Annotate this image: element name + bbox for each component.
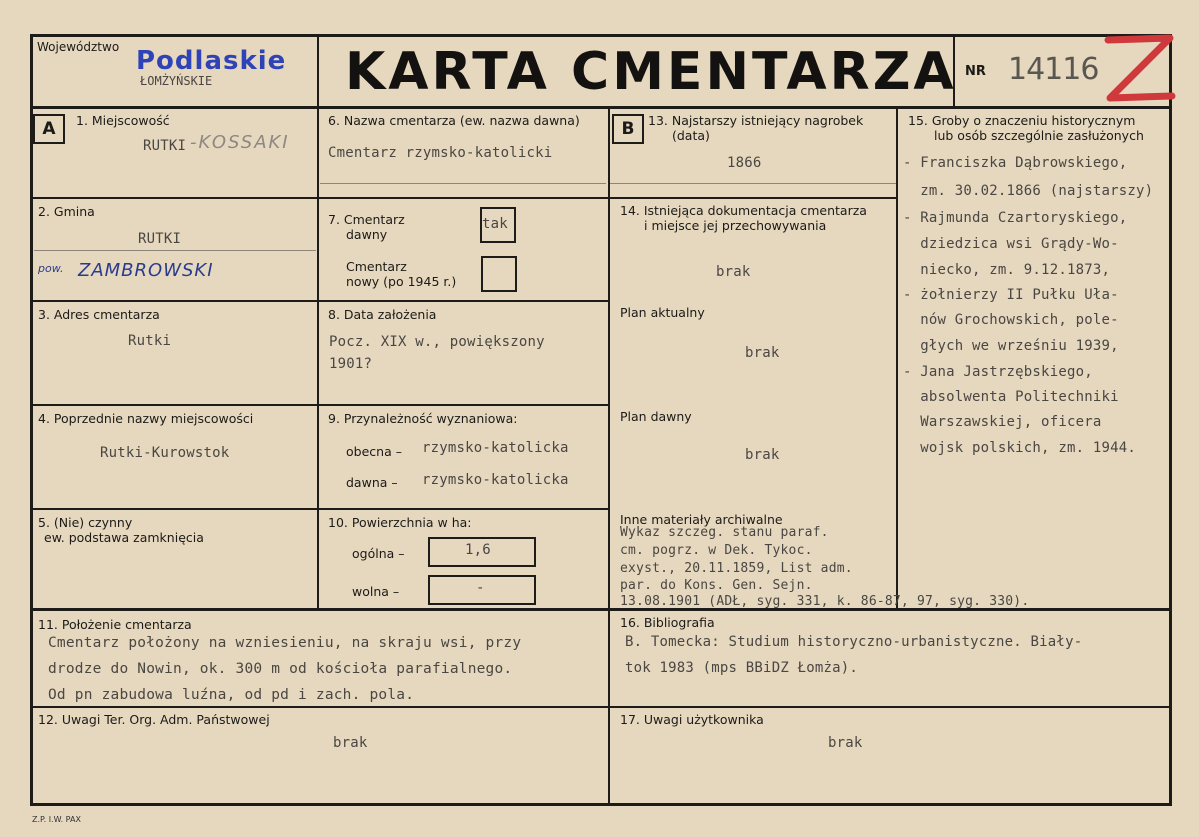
bibliografia-label: 16. Bibliografia [620, 615, 715, 630]
groby-line-2: zm. 30.02.1866 (najstarszy) [903, 183, 1154, 199]
polozenie-line-3: Od pn zabudowa luźna, od pd i zach. pola. [48, 687, 415, 703]
cmentarz-dawny-value: tak [482, 216, 508, 232]
wolna-label: wolna – [352, 584, 400, 599]
row-line-a3 [30, 404, 318, 406]
wojewodztwo-label: Województwo [37, 40, 120, 54]
poprzednie-value: Rutki-Kurowstok [100, 445, 230, 461]
faint-line-13 [610, 183, 896, 184]
data-zalozenia-value-2: 1901? [329, 356, 373, 372]
miejscowosc-value: RUTKI [143, 138, 187, 154]
miejscowosc-hand: -KOSSAKI [190, 132, 290, 153]
plan-aktualny-value: brak [745, 345, 780, 361]
faint-line-6 [320, 183, 606, 184]
groby-line-10: absolwenta Politechniki [903, 389, 1119, 405]
frame-right [1169, 34, 1172, 806]
poprzednie-label: 4. Poprzednie nazwy miejscowości [38, 411, 254, 426]
section-b-marker: B [612, 114, 644, 144]
row-line-bottom2 [30, 706, 1172, 708]
wojewodztwo-old: ŁOMŻYŃSKIE [140, 74, 213, 88]
groby-line-12: wojsk polskich, zm. 1944. [903, 440, 1136, 456]
data-zalozenia-label: 8. Data założenia [328, 307, 437, 322]
page-title: KARTA CMENTARZA [345, 42, 957, 102]
przynaleznosc-label: 9. Przynależność wyznaniowa: [328, 411, 518, 426]
plan-aktualny-label: Plan aktualny [620, 305, 705, 320]
frame-top [30, 34, 1172, 37]
groby-label: 15. Groby o znaczeniu historycznym [908, 113, 1136, 128]
wolna-value: - [476, 580, 485, 596]
dawna-label: dawna – [346, 475, 398, 490]
groby-line-11: Warszawskiej, oficera [903, 414, 1102, 430]
wojewodztwo-stamp: Podlaskie [136, 46, 287, 76]
gmina-hand: ZAMBROWSKI [78, 260, 214, 281]
groby-line-8: głych we wrześniu 1939, [903, 338, 1119, 354]
groby-line-4: dziedzica wsi Grądy-Wo- [903, 236, 1119, 252]
inne-line-1: Wykaz szczeg. stanu paraf. [620, 525, 829, 540]
row-line-b1 [608, 197, 897, 199]
cmentarz-nowy-label: Cmentarz [346, 259, 407, 274]
czynny-sub-label: ew. podstawa zamknięcia [44, 530, 204, 545]
uwagi-ter-value: brak [333, 735, 368, 751]
col-div-1 [317, 106, 319, 610]
groby-line-3: - Rajmunda Czartoryskiego, [903, 210, 1128, 226]
row-line-a2 [30, 300, 318, 302]
gmina-label: 2. Gmina [38, 204, 95, 219]
najstarszy-value: 1866 [727, 155, 762, 171]
czynny-label: 5. (Nie) czynny [38, 515, 133, 530]
frame-bottom [30, 803, 1172, 806]
polozenie-line-1: Cmentarz położony na wzniesieniu, na skraju wsi, przy [48, 635, 522, 651]
bibliografia-line-2: tok 1983 (mps BBiDZ Łomża). [625, 660, 858, 676]
col-div-2 [608, 106, 610, 806]
uwagi-uzytk-value: brak [828, 735, 863, 751]
miejscowosc-label: 1. Miejscowość [76, 113, 170, 128]
cmentarz-dawny-label: 7. Cmentarz [328, 212, 405, 227]
groby-sub: lub osób szczególnie zasłużonych [934, 128, 1144, 143]
gmina-hand-prefix: pow. [38, 262, 64, 275]
ogolna-label: ogólna – [352, 546, 405, 561]
dokumentacja-value: brak [716, 264, 751, 280]
obecna-value: rzymsko-katolicka [422, 440, 569, 456]
groby-line-5: niecko, zm. 9.12.1873, [903, 262, 1111, 278]
faint-line-2 [34, 250, 316, 251]
inne-line-3: exyst., 20.11.1859, List adm. [620, 561, 853, 576]
groby-line-1: - Franciszka Dąbrowskiego, [903, 155, 1128, 171]
polozenie-line-2: drodze do Nowin, ok. 300 m od kościoła parafialnego. [48, 661, 513, 677]
nr-label: NR [965, 64, 986, 79]
cmentarz-nowy-box[interactable] [481, 256, 517, 292]
printer-mark: Z.P. I.W. PAX [32, 815, 81, 824]
col-div-3 [896, 106, 898, 610]
row-line-m4 [317, 508, 609, 510]
header-divider [30, 106, 1172, 109]
data-zalozenia-value-1: Pocz. XIX w., powiększony [329, 334, 545, 350]
category-mark-z [1100, 32, 1178, 106]
ogolna-value: 1,6 [465, 542, 491, 558]
frame-left [30, 34, 33, 806]
dokumentacja-label: 14. Istniejąca dokumentacja cmentarza [620, 203, 867, 218]
najstarszy-sub: (data) [672, 128, 710, 143]
powierzchnia-label: 10. Powierzchnia w ha: [328, 515, 472, 530]
cmentarz-dawny-sub: dawny [346, 227, 388, 242]
groby-line-6: - żołnierzy II Pułku Uła- [903, 287, 1119, 303]
row-line-m3 [317, 404, 609, 406]
inne-line-4: par. do Kons. Gen. Sejn. [620, 578, 813, 593]
inne-line-5: 13.08.1901 (ADŁ, syg. 331, k. 86-87, 97, syg. 330). [620, 594, 1030, 609]
bibliografia-line-1: B. Tomecka: Studium historyczno-urbanistyczne. Biały- [625, 634, 1083, 650]
nazwa-label: 6. Nazwa cmentarza (ew. nazwa dawna) [328, 113, 580, 128]
inne-line-2: cm. pogrz. w Dek. Tykoc. [620, 543, 813, 558]
dokumentacja-sub: i miejsce jej przechowywania [644, 218, 827, 233]
row-line-a1 [30, 197, 318, 199]
inne-materialy-label: Inne materiały archiwalne [620, 512, 783, 527]
polozenie-label: 11. Położenie cmentarza [38, 617, 192, 632]
adres-value: Rutki [128, 333, 172, 349]
header-div-1 [317, 34, 319, 108]
plan-dawny-label: Plan dawny [620, 409, 692, 424]
row-line-m1 [317, 197, 609, 199]
plan-dawny-value: brak [745, 447, 780, 463]
obecna-label: obecna – [346, 444, 402, 459]
gmina-value: RUTKI [138, 231, 182, 247]
uwagi-ter-label: 12. Uwagi Ter. Org. Adm. Państwowej [38, 712, 270, 727]
nr-value: 14116 [1008, 52, 1099, 87]
groby-line-7: nów Grochowskich, pole- [903, 312, 1119, 328]
adres-label: 3. Adres cmentarza [38, 307, 160, 322]
groby-line-9: - Jana Jastrzębskiego, [903, 364, 1093, 380]
dawna-value: rzymsko-katolicka [422, 472, 569, 488]
najstarszy-label: 13. Najstarszy istniejący nagrobek [648, 113, 864, 128]
row-line-m2 [317, 300, 609, 302]
nazwa-value: Cmentarz rzymsko-katolicki [328, 145, 553, 161]
uwagi-uzytk-label: 17. Uwagi użytkownika [620, 712, 764, 727]
section-a-marker: A [33, 114, 65, 144]
row-line-a4 [30, 508, 318, 510]
cmentarz-nowy-sub: nowy (po 1945 r.) [346, 274, 457, 289]
